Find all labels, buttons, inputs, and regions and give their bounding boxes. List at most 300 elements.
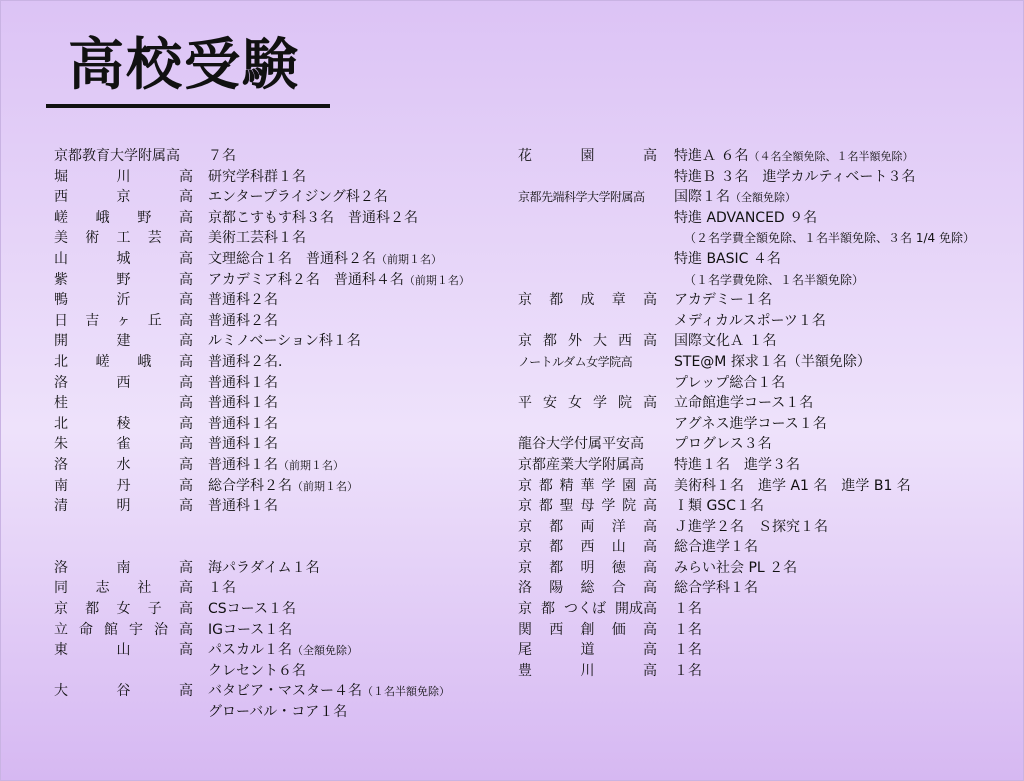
- school-name-part: 子: [147, 601, 162, 618]
- result-label: Ｉ類 GSC１名: [674, 498, 764, 515]
- school-name-part: 高: [179, 312, 193, 329]
- result-text: [674, 455, 800, 476]
- school-name: [54, 681, 193, 702]
- school-name-part: 高: [179, 477, 193, 494]
- school-name-part: 野: [116, 271, 131, 288]
- result-label: 研究学科群１名: [208, 168, 306, 185]
- school-name-part: 吉: [85, 312, 100, 329]
- result-text: [674, 640, 702, 661]
- result-label: みらい社会 PL ２名: [674, 559, 798, 576]
- result-note: （２名学費全額免除、１名半額免除、３名 1/4 免除）: [684, 231, 975, 246]
- result-text: [674, 393, 813, 414]
- school-name-part: 工: [116, 230, 131, 247]
- school-name-part: 学: [593, 395, 607, 412]
- school-name-part: 徳: [611, 559, 626, 576]
- result-text: [208, 620, 292, 641]
- result-label: 普通科１名: [208, 395, 278, 412]
- school-name-part: 立: [54, 621, 68, 638]
- school-name-part: 丘: [147, 312, 162, 329]
- school-name: [54, 496, 193, 517]
- school-name-part: 清: [54, 498, 68, 515]
- result-note: （前期１名）: [278, 458, 344, 472]
- school-name-part: 精: [559, 477, 574, 494]
- school-name-part: 都: [549, 292, 564, 309]
- school-name-part: 高: [643, 621, 657, 638]
- school-name-part: 高: [179, 415, 193, 432]
- school-name: [54, 352, 193, 373]
- school-name-part: 都: [549, 559, 564, 576]
- school-name-part: 術: [85, 230, 100, 247]
- school-name-part: 洛: [54, 456, 68, 473]
- result-text: [208, 434, 278, 455]
- school-name-part: 高: [643, 539, 657, 556]
- school-name: [518, 620, 657, 641]
- school-name-part: 院: [622, 498, 637, 515]
- school-name-part: 西: [54, 189, 68, 206]
- result-label: パスカル１名: [208, 642, 292, 659]
- result-label: 特進Ａ ６名: [674, 148, 749, 164]
- school-name: [54, 414, 193, 435]
- school-name-part: 高: [179, 230, 193, 247]
- result-text: [674, 228, 975, 249]
- school-name-part: 山: [54, 250, 68, 267]
- school-name-part: 宇: [129, 621, 143, 638]
- school-name-part: 堀: [54, 168, 68, 185]
- result-text: [208, 228, 306, 249]
- school-name-part: 同: [54, 580, 68, 597]
- school-name-part: 高: [179, 559, 193, 576]
- result-label: アグネス進学コース１名: [674, 415, 827, 432]
- result-label: プレップ総合１名: [674, 374, 786, 391]
- result-label: １名: [674, 601, 702, 618]
- school-name-part: 都: [538, 477, 553, 494]
- school-name-part: 高: [179, 271, 193, 288]
- result-text: [674, 620, 702, 641]
- result-label: １名: [674, 621, 702, 638]
- result-label: １名: [674, 662, 702, 679]
- result-note: （１名半額免除）: [362, 685, 450, 699]
- school-name-part: 洛: [54, 559, 68, 576]
- school-name-part: 沂: [116, 292, 131, 309]
- result-label: 文理総合１名 普通科２名: [208, 250, 376, 267]
- result-label: １名: [208, 580, 236, 597]
- result-text: [208, 681, 450, 703]
- school-name-part: 創: [580, 621, 595, 638]
- school-name: [518, 558, 657, 579]
- school-name-part: 都: [541, 601, 555, 618]
- result-text: [208, 208, 418, 229]
- school-name-part: 北: [54, 353, 68, 370]
- school-name: [54, 311, 193, 332]
- school-name-part: 明: [116, 498, 131, 515]
- school-name-part: 園: [580, 148, 595, 164]
- result-label: ルミノベーション科１名: [208, 333, 361, 350]
- school-name-part: 花: [518, 148, 532, 164]
- school-name-part: 都: [543, 333, 557, 350]
- school-name-part: 高: [179, 498, 193, 515]
- school-name-part: 高: [643, 642, 657, 659]
- school-name-part: 高: [179, 621, 193, 638]
- result-text: [674, 290, 772, 311]
- school-name: ノートルダム女学院高: [518, 354, 633, 369]
- school-name-part: 西: [116, 374, 131, 391]
- result-text: [674, 476, 911, 497]
- school-name-part: 高: [643, 518, 657, 535]
- school-name-part: 京: [518, 333, 532, 350]
- result-text: [674, 270, 864, 291]
- school-name-part: 洛: [518, 580, 532, 597]
- result-text: [674, 578, 758, 599]
- school-name-part: 女: [116, 601, 131, 618]
- school-name-part: 京: [518, 477, 532, 494]
- school-name-part: 治: [154, 621, 168, 638]
- school-name-part: 朱: [54, 436, 68, 453]
- result-text: [674, 537, 758, 558]
- result-note: （前期１名）: [403, 273, 470, 287]
- school-name-part: 京: [518, 539, 532, 556]
- result-label: 特進１名 進学３名: [674, 456, 800, 473]
- school-name-part: 高: [179, 436, 193, 453]
- school-name-part: 母: [580, 498, 595, 515]
- result-label: グローバル・コア１名: [208, 704, 348, 721]
- school-name-part: 学: [601, 498, 616, 515]
- school-name-part: 大: [54, 683, 68, 700]
- school-name-part: 高: [643, 580, 657, 597]
- result-text: [208, 578, 236, 599]
- result-text: [674, 599, 702, 620]
- school-name-part: 高: [179, 292, 193, 309]
- school-name-part: 高: [179, 168, 193, 185]
- school-name-part: 都: [549, 539, 564, 556]
- school-name-part: 京: [518, 559, 532, 576]
- school-name-part: 峨: [137, 353, 152, 370]
- school-name-part: 高: [643, 292, 657, 309]
- result-label: 総合学科２名: [208, 477, 292, 494]
- school-name: [518, 517, 657, 538]
- result-text: [674, 373, 785, 394]
- school-name-part: 谷: [116, 683, 131, 700]
- result-label: 国際文化Ａ １名: [674, 333, 777, 350]
- result-text: [674, 434, 772, 455]
- school-name: [54, 331, 193, 352]
- school-name-part: 山: [611, 539, 626, 556]
- school-name-part: 高: [179, 189, 193, 206]
- school-name: [54, 187, 193, 208]
- school-name: [54, 620, 193, 641]
- result-label: 普通科１名: [208, 374, 278, 391]
- result-text: [208, 599, 296, 620]
- school-name-part: 建: [116, 333, 131, 350]
- result-text: [208, 187, 388, 208]
- school-name: [518, 290, 657, 311]
- school-name: [54, 476, 193, 497]
- school-name-part: 陽: [549, 580, 564, 597]
- school-name: [518, 661, 657, 682]
- school-name: [54, 228, 193, 249]
- result-label: 普通科１名: [208, 415, 278, 432]
- school-name-part: 嵯: [54, 209, 68, 226]
- school-name-part: 峨: [95, 209, 110, 226]
- school-name: [518, 537, 657, 558]
- school-name-part: 高: [179, 395, 193, 412]
- school-name-part: 高: [179, 374, 193, 391]
- result-label: 特進Ｂ ３名 進学カルティベート３名: [674, 168, 916, 185]
- school-name-part: 桂: [54, 395, 68, 412]
- school-name: [54, 393, 193, 414]
- school-name-part: 雀: [116, 436, 131, 453]
- title-underline: [46, 104, 330, 108]
- school-name-part: 明: [580, 559, 595, 576]
- result-text: [208, 167, 306, 188]
- result-label: 特進 BASIC ４名: [674, 250, 781, 267]
- result-label: 普通科１名: [208, 498, 278, 515]
- result-text: [674, 496, 764, 517]
- result-label: 京都こすもす科３名 普通科２名: [208, 209, 418, 226]
- school-name-part: 高: [178, 353, 193, 370]
- result-label: 普通科２名: [208, 292, 278, 309]
- school-name: [54, 208, 193, 229]
- school-name-part: 平: [518, 395, 532, 412]
- school-name-part: 高: [179, 250, 193, 267]
- result-label: Ｊ進学２名 Ｓ探究１名: [674, 518, 828, 535]
- result-text: [208, 373, 278, 394]
- school-name-part: 都: [85, 601, 100, 618]
- school-name: [54, 455, 193, 476]
- school-name: [518, 476, 657, 497]
- school-name: [54, 167, 193, 188]
- school-name: [518, 578, 657, 599]
- school-name-part: 園: [622, 477, 637, 494]
- school-name: [54, 249, 193, 270]
- school-name-part: 豊: [518, 662, 532, 679]
- school-name: 京都先端科学大学附属高: [518, 190, 645, 205]
- result-note: （前期１名）: [376, 252, 442, 266]
- result-text: [208, 352, 292, 373]
- result-label: 普通科２名．: [208, 353, 292, 370]
- result-text: [674, 517, 828, 538]
- result-text: [674, 249, 781, 270]
- school-name-part: 院: [618, 395, 632, 412]
- result-label: 美術科１名 進学 A1 名 進学 B1 名: [674, 477, 911, 494]
- result-text: [208, 311, 278, 332]
- school-name-part: 社: [137, 580, 152, 597]
- school-name: [518, 146, 657, 167]
- school-name: [518, 599, 657, 620]
- result-text: [674, 331, 776, 352]
- school-name-part: 道: [580, 642, 595, 659]
- school-name-part: 京: [54, 601, 68, 618]
- school-name-part: 丹: [116, 477, 131, 494]
- school-name-part: 川: [580, 662, 595, 679]
- result-text: [208, 414, 278, 435]
- school-name: [518, 496, 657, 517]
- school-name-part: 章: [611, 292, 626, 309]
- school-name-part: 都: [538, 498, 553, 515]
- school-name-part: 東: [54, 642, 68, 659]
- result-label: 特進 ADVANCED ９名: [674, 209, 818, 226]
- school-name-part: つくば: [564, 601, 606, 618]
- result-text: [208, 640, 358, 662]
- school-name-part: 女: [568, 395, 582, 412]
- result-text: [674, 208, 817, 229]
- result-text: [674, 167, 915, 188]
- school-name-part: 総: [580, 580, 595, 597]
- school-name-part: 北: [54, 415, 68, 432]
- result-label: 普通科２名: [208, 312, 278, 329]
- result-label: 普通科１名: [208, 436, 278, 453]
- school-name-part: 開: [54, 333, 68, 350]
- result-text: [208, 393, 278, 414]
- school-name-part: 鴨: [54, 292, 68, 309]
- result-text: [208, 558, 320, 579]
- school-name-part: 高: [179, 683, 193, 700]
- result-label: 海パラダイム１名: [208, 559, 320, 576]
- result-label: メディカルスポーツ１名: [674, 312, 826, 329]
- school-name-part: 成: [580, 292, 595, 309]
- school-name-part: 志: [95, 580, 110, 597]
- school-name-part: 安: [543, 395, 557, 412]
- school-name: 龍谷大学付属平安高: [518, 436, 644, 453]
- school-name-part: 野: [137, 209, 152, 226]
- school-name-part: 都: [549, 518, 564, 535]
- school-name-part: 命: [79, 621, 93, 638]
- school-name: 京都産業大学附属高: [518, 456, 644, 473]
- school-name-part: 川: [116, 168, 131, 185]
- result-text: [674, 414, 827, 435]
- school-name-part: 高: [643, 148, 657, 164]
- school-name: [54, 434, 193, 455]
- school-name-part: 館: [104, 621, 118, 638]
- result-text: [208, 331, 361, 352]
- result-label: 普通科１名: [208, 456, 278, 473]
- result-text: [674, 352, 871, 373]
- school-name-part: 京: [116, 189, 131, 206]
- result-text: [674, 661, 702, 682]
- school-name-part: 高: [179, 456, 193, 473]
- result-text: [208, 496, 278, 517]
- school-name-part: 高: [642, 477, 657, 494]
- school-name-part: 高: [643, 559, 657, 576]
- result-text: [674, 311, 826, 332]
- school-name-part: 大: [593, 333, 607, 350]
- result-text: [208, 290, 278, 311]
- school-name-part: 南: [116, 559, 131, 576]
- result-label: 立命館進学コース１名: [674, 395, 814, 412]
- school-name: [54, 558, 193, 579]
- school-name: [54, 290, 193, 311]
- school-name-part: 両: [580, 518, 595, 535]
- school-name-part: 価: [611, 621, 626, 638]
- result-text: [208, 249, 442, 271]
- school-name: [54, 599, 193, 620]
- result-text: [208, 455, 344, 477]
- result-note: （１名学費免除、１名半額免除）: [684, 272, 865, 287]
- school-name-part: 日: [54, 312, 68, 329]
- result-label: アカデミー１名: [674, 292, 772, 309]
- school-name-part: 関: [518, 621, 532, 638]
- school-name-part: 嵯: [95, 353, 110, 370]
- school-name-part: 京: [518, 518, 532, 535]
- result-label: 総合進学１名: [674, 539, 758, 556]
- school-name-part: 京: [518, 601, 532, 618]
- result-label: ７名: [208, 148, 236, 164]
- school-name: [518, 640, 657, 661]
- school-name-part: 洋: [611, 518, 626, 535]
- school-name-part: 紫: [54, 271, 68, 288]
- school-name-part: 学: [601, 477, 616, 494]
- school-name: [518, 393, 657, 414]
- result-note: （前期１名）: [292, 479, 358, 493]
- result-label: STE@M 探求１名（半額免除）: [674, 353, 871, 370]
- school-name-part: 聖: [559, 498, 574, 515]
- school-name-part: 洛: [54, 374, 68, 391]
- result-note: （４名全額免除、１名半額免除）: [748, 150, 914, 163]
- school-name-part: 城: [116, 250, 131, 267]
- page-title: 高校受験: [68, 32, 300, 98]
- school-name-part: 高: [643, 395, 657, 412]
- result-label: プログレス３名: [674, 436, 772, 453]
- result-label: 国際１名: [674, 189, 730, 206]
- school-name-part: ヶ: [116, 312, 131, 329]
- school-name-part: 高: [643, 333, 657, 350]
- school-name-part: 高: [179, 601, 193, 618]
- school-name-part: 京: [518, 498, 532, 515]
- school-name-part: 高: [179, 642, 193, 659]
- result-label: クレセント６名: [208, 662, 306, 679]
- result-label: CSコース１名: [208, 601, 296, 618]
- school-name: [518, 331, 657, 352]
- school-name-part: 水: [116, 456, 131, 473]
- result-text: [208, 476, 358, 498]
- school-name-part: 尾: [518, 642, 532, 659]
- school-name-part: 高: [178, 580, 193, 597]
- result-label: 美術工芸科１名: [208, 230, 306, 247]
- school-name-part: 合: [611, 580, 626, 597]
- school-name-part: 開成高: [615, 601, 657, 618]
- school-name-part: 西: [549, 621, 564, 638]
- school-name: 京都教育大学附属高: [54, 148, 180, 164]
- result-text: [208, 661, 306, 682]
- school-name-part: 京: [518, 292, 532, 309]
- school-name-part: 西: [580, 539, 595, 556]
- result-label: エンタープライジング科２名: [208, 189, 388, 206]
- school-name-part: 高: [643, 662, 657, 679]
- result-text: [674, 187, 796, 209]
- result-text: [674, 558, 797, 579]
- school-name: [54, 270, 193, 291]
- result-note: （全額免除）: [730, 191, 796, 205]
- school-name-part: 西: [618, 333, 632, 350]
- school-name-part: 美: [54, 230, 68, 247]
- school-name: [54, 578, 193, 599]
- result-note: （全額免除）: [292, 644, 358, 658]
- result-text: [674, 146, 913, 168]
- result-text: [208, 702, 347, 723]
- school-name-part: 稜: [116, 415, 131, 432]
- school-name-part: 山: [116, 642, 131, 659]
- result-label: バタビア・マスター４名: [208, 683, 362, 700]
- school-name-part: 高: [179, 333, 193, 350]
- school-name-part: 芸: [147, 230, 162, 247]
- result-label: 総合学科１名: [674, 580, 758, 597]
- school-name: [54, 640, 193, 661]
- school-name: [54, 373, 193, 394]
- school-name-part: 南: [54, 477, 68, 494]
- result-text: [208, 270, 470, 292]
- school-name-part: 外: [568, 333, 582, 350]
- result-label: １名: [674, 642, 702, 659]
- result-label: アカデミア科２名 普通科４名: [208, 271, 404, 288]
